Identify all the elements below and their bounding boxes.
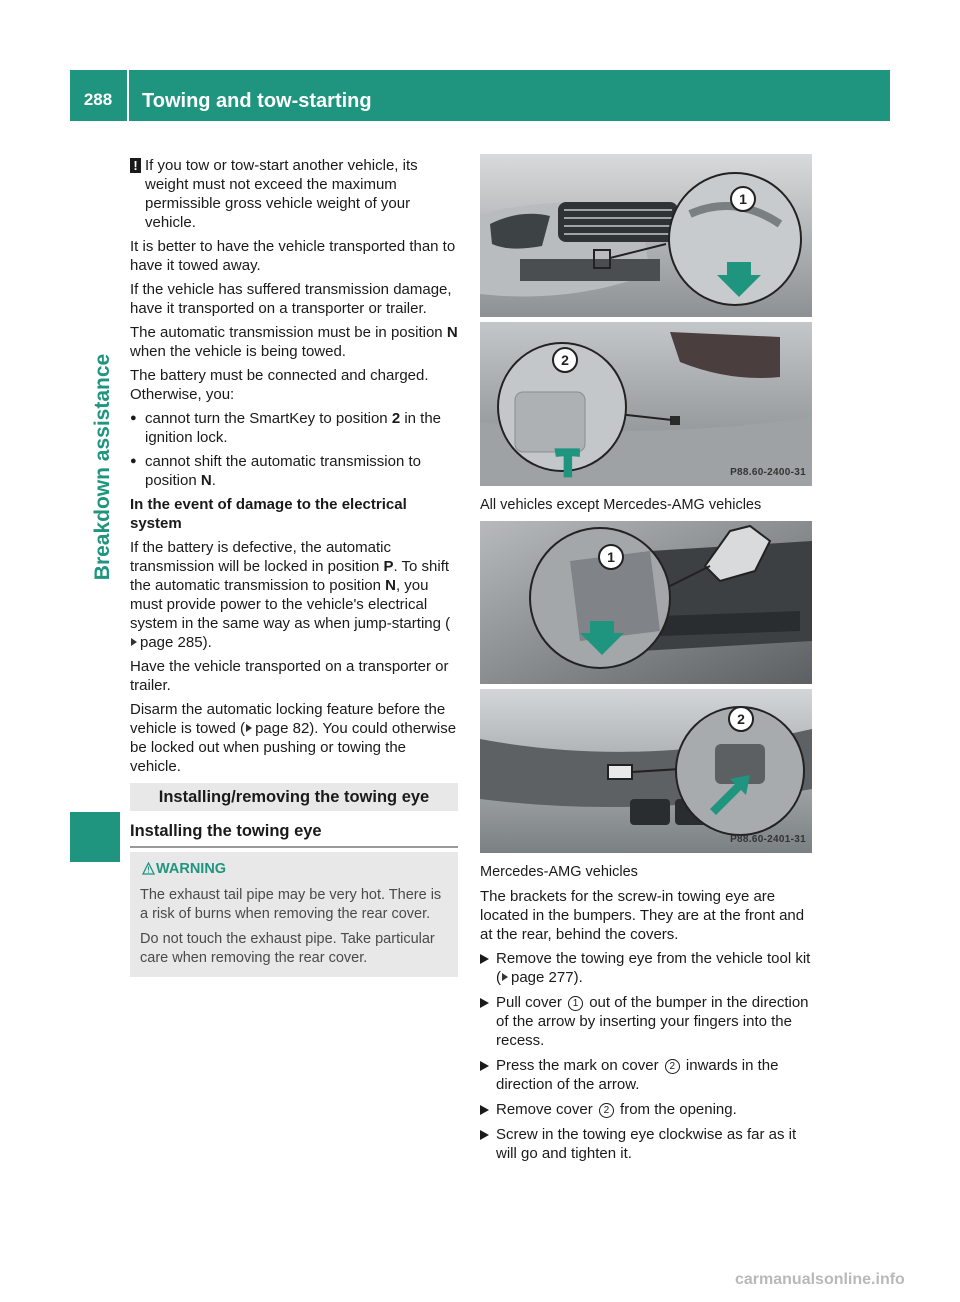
paragraph-brackets: The brackets for the screw-in towing eye are located in the bumpers. They are at the front and at the rear, behind the covers. bbox=[480, 888, 805, 943]
photo-amg-front-bumper bbox=[480, 521, 812, 684]
photo-code: P88.60-2401-31 bbox=[730, 834, 806, 845]
warning-box bbox=[130, 852, 458, 977]
section-heading: Installing/removing the towing eye bbox=[130, 783, 458, 811]
photo-amg-rear-bumper bbox=[480, 689, 812, 853]
photo-front-bumper bbox=[480, 154, 812, 317]
page-title: Towing and tow-starting bbox=[142, 90, 372, 112]
warning-triangle-icon bbox=[142, 862, 155, 875]
header-bar bbox=[70, 70, 890, 121]
subheading-electrical-damage: In the event of damage to the electrical system bbox=[130, 496, 407, 532]
watermark: carmanualsonline.info bbox=[735, 1271, 905, 1288]
paragraph-defective-battery: If the battery is defective, the automatic transmission will be locked in position P. To shift the automatic transmission to position N, you must provide power to the vehicle's electrical system in the same way as when jump-starting (page 285). bbox=[130, 539, 451, 651]
list-item: Press the mark on cover 2 inwards in the direction of the arrow. bbox=[480, 1056, 812, 1094]
photo-rear-bumper bbox=[480, 322, 812, 486]
warning-text-risk: The exhaust tail pipe may be very hot. There is a risk of burns when removing the rear cover. bbox=[140, 887, 442, 922]
paragraph-transport: It is better to have the vehicle transported than to have it towed away. bbox=[130, 238, 456, 274]
step-arrow-icon bbox=[480, 954, 489, 964]
page-link-285[interactable]: page 285 bbox=[140, 634, 203, 651]
page-link-277[interactable]: page 277 bbox=[511, 969, 574, 986]
step-arrow-icon bbox=[480, 1105, 489, 1115]
callout-number: 1 bbox=[568, 996, 583, 1011]
paragraph-battery: The battery must be connected and charged. Otherwise, you: bbox=[130, 367, 429, 403]
caption-standard-vehicles: All vehicles except Mercedes-AMG vehicles bbox=[480, 497, 762, 513]
warning-title: WARNING bbox=[140, 860, 450, 880]
paragraph-transporter: Have the vehicle transported on a transporter or trailer. bbox=[130, 658, 449, 694]
header-divider bbox=[127, 70, 129, 121]
callout-number: 1 bbox=[607, 549, 615, 565]
list-item: Pull cover 1 out of the bumper in the direction of the arrow by inserting your fingers into the recess. bbox=[480, 993, 812, 1050]
side-tab-label: Breakdown assistance bbox=[91, 353, 114, 581]
page-number: 288 bbox=[83, 90, 113, 109]
step-arrow-icon bbox=[480, 1061, 489, 1071]
step-arrow-icon bbox=[480, 998, 489, 1008]
list-item: Remove the towing eye from the vehicle tool kit ( page 277). bbox=[480, 949, 812, 987]
paragraph-automatic-locking: Disarm the automatic locking feature before the vehicle is towed ( page 82). You could otherwise be locked out when pushing or towing the vehicle. bbox=[130, 701, 457, 775]
side-tab bbox=[70, 128, 120, 806]
bullet-icon: ● bbox=[130, 455, 137, 467]
callout-number: 2 bbox=[737, 711, 745, 727]
sub-heading: Installing the towing eye bbox=[130, 820, 458, 848]
list-item: Remove cover 2 from the opening. bbox=[480, 1100, 812, 1119]
callout-number: 2 bbox=[561, 352, 569, 368]
page-reference-arrow-icon bbox=[502, 973, 508, 981]
page-link-82[interactable]: page 82 bbox=[255, 720, 310, 737]
page-reference-arrow-icon bbox=[246, 724, 252, 732]
note-paragraph bbox=[130, 156, 460, 232]
warning-text-precaution: Do not touch the exhaust pipe. Take particular care when removing the rear cover. bbox=[140, 931, 435, 966]
side-tab-marker bbox=[70, 812, 120, 862]
list-item: Screw in the towing eye clockwise as far as it will go and tighten it. bbox=[480, 1125, 812, 1163]
right-column-text bbox=[480, 887, 812, 1169]
photo-code: P88.60-2400-31 bbox=[730, 467, 806, 478]
callout-number: 2 bbox=[599, 1103, 614, 1118]
exclamation-icon: ! bbox=[130, 158, 141, 173]
list-item: ● cannot shift the automatic transmission to position N. bbox=[130, 453, 421, 489]
step-arrow-icon bbox=[480, 1130, 489, 1140]
paragraph-transmission-damage: If the vehicle has suffered transmission damage, have it transported on a transporter or trailer. bbox=[130, 281, 452, 317]
paragraph-position-n: The automatic transmission must be in position N when the vehicle is being towed. bbox=[130, 324, 458, 360]
note-text: If you tow or tow-start another vehicle, its weight must not exceed the maximum permissible gross vehicle weight of your vehicle. bbox=[145, 157, 418, 231]
list-item: ● cannot turn the SmartKey to position 2 in the ignition lock. bbox=[130, 410, 442, 446]
callout-number: 2 bbox=[665, 1059, 680, 1074]
left-column bbox=[130, 156, 460, 781]
bullet-icon: ● bbox=[130, 412, 137, 424]
caption-amg-vehicles: Mercedes-AMG vehicles bbox=[480, 864, 638, 880]
callout-number: 1 bbox=[739, 191, 747, 207]
page-reference-arrow-icon bbox=[131, 638, 137, 646]
